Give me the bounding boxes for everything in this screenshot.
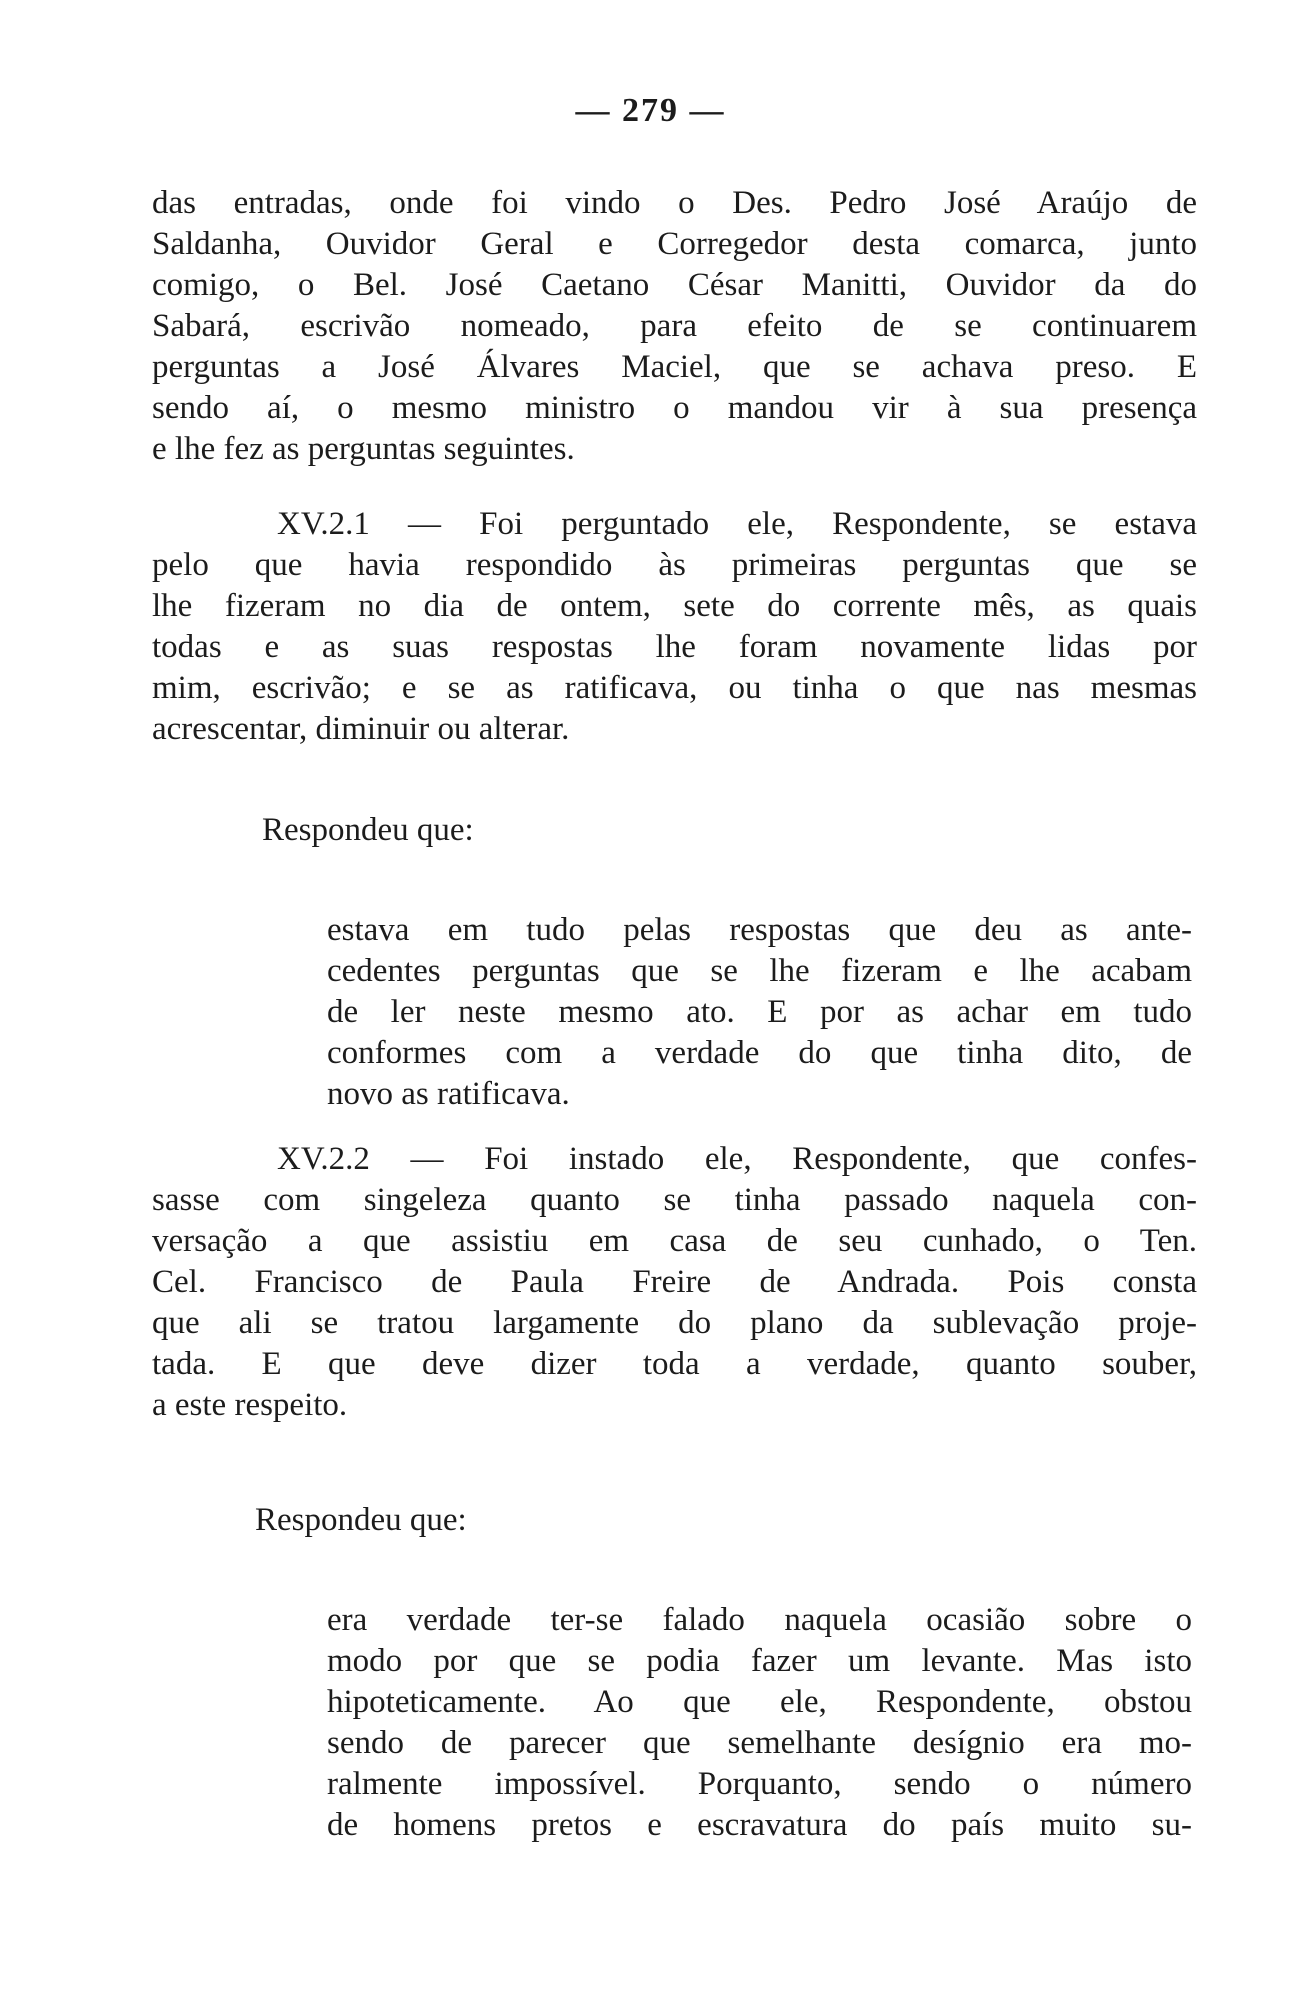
text-line: estava em tudo pelas respostas que deu as ante-	[327, 912, 1192, 948]
text-line: modo por que se podia fazer um levante. Mas isto	[327, 1643, 1192, 1679]
text-line: hipoteticamente. Ao que ele, Respondente, obstou	[327, 1684, 1192, 1720]
text-line: novo as ratificava.	[327, 1076, 570, 1112]
text-line: acrescentar, diminuir ou alterar.	[152, 711, 570, 747]
question-paragraph-xv-2-1	[152, 504, 1197, 750]
text-line: era verdade ter-se falado naquela ocasião sobre o	[327, 1602, 1192, 1638]
answer-label: Respondeu que:	[262, 812, 474, 848]
text-line: comigo, o Bel. José Caetano César Manitti, Ouvidor da do	[152, 267, 1197, 303]
text-line: conformes com a verdade do que tinha dito, de	[327, 1035, 1192, 1071]
text-line: tada. E que deve dizer toda a verdade, quanto souber,	[152, 1346, 1197, 1382]
text-line: XV.2.1 — Foi perguntado ele, Respondente, se estava	[277, 506, 1197, 542]
text-line: e lhe fez as perguntas seguintes.	[152, 431, 575, 467]
text-line: XV.2.2 — Foi instado ele, Respondente, que confes-	[277, 1141, 1197, 1177]
text-line: sasse com singeleza quanto se tinha passado naquela con-	[152, 1182, 1197, 1218]
text-line: cedentes perguntas que se lhe fizeram e lhe acabam	[327, 953, 1192, 989]
text-line: Saldanha, Ouvidor Geral e Corregedor desta comarca, junto	[152, 226, 1197, 262]
answer-paragraph-2	[327, 1600, 1192, 1846]
text-line: todas e as suas respostas lhe foram novamente lidas por	[152, 629, 1197, 665]
page-number: — 279 —	[575, 92, 726, 129]
text-line: Sabará, escrivão nomeado, para efeito de se continuarem	[152, 308, 1197, 344]
intro-paragraph	[152, 183, 1197, 470]
text-line: lhe fizeram no dia de ontem, sete do corrente mês, as quais	[152, 588, 1197, 624]
text-line: de homens pretos e escravatura do país muito su-	[327, 1807, 1192, 1843]
text-line: das entradas, onde foi vindo o Des. Pedro José Araújo de	[152, 185, 1197, 221]
text-line: ralmente impossível. Porquanto, sendo o número	[327, 1766, 1192, 1802]
answer-label: Respondeu que:	[255, 1502, 467, 1538]
text-line: pelo que havia respondido às primeiras perguntas que se	[152, 547, 1197, 583]
text-line: perguntas a José Álvares Maciel, que se achava preso. E	[152, 349, 1197, 385]
text-line: mim, escrivão; e se as ratificava, ou tinha o que nas mesmas	[152, 670, 1197, 706]
text-line: sendo aí, o mesmo ministro o mandou vir à sua presença	[152, 390, 1197, 426]
text-line: a este respeito.	[152, 1387, 348, 1423]
text-line: sendo de parecer que semelhante desígnio era mo-	[327, 1725, 1192, 1761]
text-line: que ali se tratou largamente do plano da sublevação proje-	[152, 1305, 1197, 1341]
text-line: versação a que assistiu em casa de seu cunhado, o Ten.	[152, 1223, 1197, 1259]
text-line: de ler neste mesmo ato. E por as achar em tudo	[327, 994, 1192, 1030]
question-paragraph-xv-2-2	[152, 1139, 1197, 1426]
text-line: Cel. Francisco de Paula Freire de Andrada. Pois consta	[152, 1264, 1197, 1300]
answer-paragraph-1	[327, 910, 1192, 1115]
